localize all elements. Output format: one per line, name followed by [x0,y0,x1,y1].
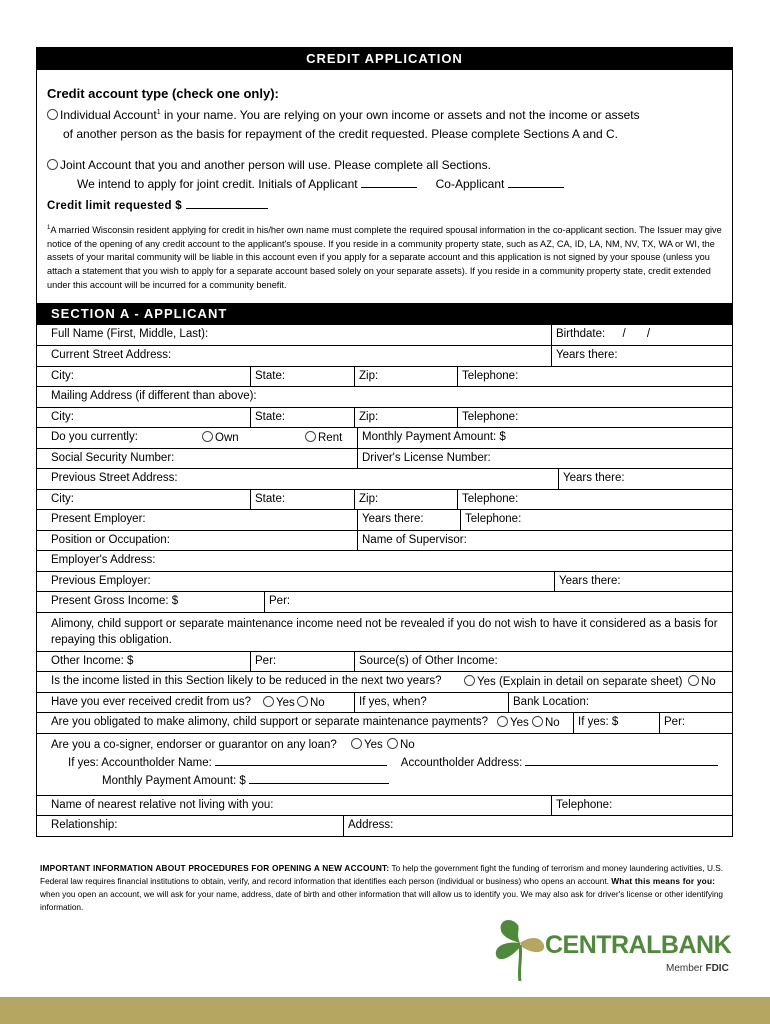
previous-state-field[interactable]: State: [250,490,354,510]
spousal-footnote [47,222,722,293]
reduction-yes-label: Yes (Explain in detail on separate sheet) [477,676,683,689]
cosigner-payment-label: Monthly Payment Amount: $ [102,774,246,787]
footer-bar [0,997,770,1024]
obligated-amount-field[interactable]: If yes: $ [573,713,659,733]
housing-label: Do you currently: [51,431,138,444]
important-notice [40,862,730,914]
other-income-field[interactable]: Other Income: $ [51,654,134,667]
obligated-question [37,713,573,733]
table-row [37,571,732,592]
joint-radio[interactable] [47,159,58,170]
birthdate-label: Birthdate: [556,327,606,340]
reduction-yes-option[interactable] [464,675,682,688]
current-street-field[interactable]: Current Street Address: [51,349,172,362]
credit-limit-line [47,197,722,216]
housing-status [37,428,357,448]
individual-desc-cont: of another person as the basis for repayment of the credit requested. Please complete Sections A and C. [63,127,618,141]
cosigner-label: Are you a co-signer, endorser or guarantor on any loan? [51,738,337,751]
reduction-no-label: No [701,676,716,689]
table-row [37,407,732,428]
section-a-table [37,325,732,836]
reduction-no-radio[interactable] [688,675,699,686]
income-reduction-question [37,672,732,692]
birthdate-slash: / [622,327,626,340]
full-name-field[interactable]: Full Name (First, Middle, Last): [51,327,209,340]
obligated-per-field[interactable]: Per: [659,713,732,733]
obligated-yes-radio[interactable] [497,716,508,727]
previous-years-field[interactable]: Years there: [558,469,732,489]
cosigner-no-label: No [400,738,415,751]
mailing-zip-field[interactable]: Zip: [354,408,457,428]
other-income-per-field[interactable]: Per: [250,652,354,672]
table-row [37,325,732,346]
footnote-marker: 1 [156,109,161,116]
rent-option[interactable] [305,431,342,444]
previous-employer-field[interactable]: Previous Employer: [51,574,151,587]
credit-no-label: No [310,696,325,709]
table-row [37,591,732,612]
what-this-means-label: What this means for you: [611,876,716,886]
previous-city-field[interactable]: City: [51,492,74,505]
city-field[interactable]: City: [51,369,74,382]
mailing-state-field[interactable]: State: [250,408,354,428]
ssn-field[interactable]: Social Security Number: [51,451,175,464]
credit-yes-radio[interactable] [263,696,274,707]
accountholder-address-field[interactable] [525,754,718,766]
cosigner-no-radio[interactable] [387,738,398,749]
prev-employer-years-field[interactable]: Years there: [554,572,732,592]
gross-income-per-field[interactable]: Per: [264,592,732,612]
member-label: Member [666,963,703,974]
zip-field[interactable]: Zip: [354,367,457,387]
joint-label: Joint Account that you and another person will use. Please complete all Sections. [60,158,491,172]
birthdate-field[interactable] [551,325,732,346]
applicant-initials-label: We intend to apply for joint credit. Initials of Applicant [77,177,358,191]
account-type-heading: Credit account type (check one only): [47,86,279,101]
rent-label: Rent [318,432,343,445]
table-row [37,712,732,733]
credit-no-radio[interactable] [297,696,308,707]
cosigner-block [37,734,732,795]
coapplicant-initials-label: Co-Applicant [435,177,505,191]
accountholder-name-label: If yes: Accountholder Name: [68,756,212,769]
table-row [37,345,732,366]
cosigner-no-option[interactable] [387,737,415,754]
supervisor-field[interactable]: Name of Supervisor: [357,531,732,551]
individual-account-option[interactable] [47,103,722,125]
account-type-section [37,70,732,303]
footnote-number: 1 [47,225,51,231]
bank-name: CENTRALBANK [545,931,732,959]
coapplicant-initials-field[interactable] [508,176,564,188]
table-row [37,386,732,407]
what-this-means-text: when you open an account, we will ask for your name, address, date of birth and other information that will allow us to identify you. We may also ask for driver's license or other identifying information. [40,889,724,912]
obligated-yes-label: Yes [510,717,529,730]
joint-account-option[interactable] [47,156,722,175]
credit-no-option[interactable] [297,696,325,709]
position-field[interactable]: Position or Occupation: [51,533,170,546]
telephone-field[interactable]: Telephone: [457,367,732,387]
form-frame [36,47,733,837]
rent-radio[interactable] [305,431,316,442]
table-row [37,468,732,489]
credit-yes-label: Yes [276,696,295,709]
obligated-label: Are you obligated to make alimony, child support or separate maintenance payments? [51,716,489,729]
credit-limit-label: Credit limit requested $ [47,200,183,212]
received-credit-label: Have you ever received credit from us? [51,695,252,708]
individual-label: Individual Account [60,108,157,122]
obligated-no-option[interactable] [532,716,560,729]
birthdate-slash: / [646,327,651,340]
drivers-license-field[interactable]: Driver's License Number: [357,449,732,469]
table-row [37,795,732,816]
credit-application-form [36,47,733,837]
nearest-relative-field[interactable]: Name of nearest relative not living with you: [51,798,274,811]
central-bank-logo [490,915,740,983]
important-label: IMPORTANT INFORMATION ABOUT PROCEDURES FOR OPENING A NEW ACCOUNT: [40,863,390,873]
alimony-notice: Alimony, child support or separate maintenance income need not be revealed if you do not wish to have it considered as a basis for repaying this obligation. [51,617,718,646]
income-sources-field[interactable]: Source(s) of Other Income: [354,652,732,672]
table-row [37,366,732,387]
table-row [37,692,732,713]
relationship-field[interactable]: Relationship: [51,819,118,832]
cosigner-yes-option[interactable] [351,737,383,754]
previous-zip-field[interactable]: Zip: [354,490,457,510]
table-row [37,530,732,551]
table-row [37,815,732,836]
obligated-no-radio[interactable] [532,716,543,727]
present-employer-field[interactable]: Present Employer: [51,513,146,526]
table-row [37,448,732,469]
accountholder-line [51,754,732,772]
credit-when-field[interactable]: If yes, when? [354,693,508,713]
table-row [37,671,732,692]
obligated-no-label: No [545,717,560,730]
form-title: CREDIT APPLICATION [37,48,732,70]
table-row [37,733,732,795]
credit-yes-option[interactable] [263,696,295,709]
bank-location-field[interactable]: Bank Location: [508,693,732,713]
monthly-payment-field[interactable]: Monthly Payment Amount: $ [357,428,732,448]
mailing-city-field[interactable]: City: [51,410,74,423]
section-a-title: SECTION A - APPLICANT [37,303,732,325]
employer-telephone-field[interactable]: Telephone: [460,510,732,530]
obligated-yes-option[interactable] [497,716,529,729]
reduction-no-option[interactable] [688,675,716,688]
table-row [37,509,732,530]
income-reduction-label: Is the income listed in this Section likely to be reduced in the next two years? [51,675,442,688]
received-credit-question [37,693,354,713]
accountholder-name-field[interactable] [215,754,387,766]
important-text: To help the government fight the funding of terrorism and money laundering activities, U.S. Federal law requires financial institutions to obtain, verify, and record information that identifies each person (individual or business) who opens an account. [40,863,724,886]
footnote-text: A married Wisconsin resident applying for credit in his/her own name must complete the required spousal information in the co-applicant section. The Issuer may give notice of the opening of any credit account to the applicant's spouse. If you reside in a community property state, such as AZ, CA, ID, LA, NM, NV, TX, WA or WI, the assets of your marital community will be liable in this account even if you apply for a separate account and this application is not signed by your spouse (unless you attach a statement that you wish to apply for a separate account based solely on your separate assets). If you reside in a community property state, credit extended under this account will be incurred for a community benefit. [47,225,722,290]
cosigner-question [51,737,732,754]
member-fdic [666,963,729,974]
accountholder-address-label: Accountholder Address: [400,756,523,769]
applicant-initials-field[interactable] [361,176,417,188]
gross-income-field[interactable]: Present Gross Income: $ [51,595,179,608]
individual-radio[interactable] [47,109,58,120]
cosigner-payment-line [51,772,732,790]
own-label: Own [215,432,239,445]
table-row [37,550,732,571]
own-radio[interactable] [202,431,213,442]
own-option[interactable] [202,431,239,444]
relative-address-field[interactable]: Address: [343,816,732,836]
reduction-yes-radio[interactable] [464,675,475,686]
previous-street-field[interactable]: Previous Street Address: [51,472,178,485]
credit-limit-field[interactable] [186,197,268,209]
cosigner-yes-label: Yes [364,738,383,751]
table-row [37,489,732,510]
employer-address-field[interactable]: Employer's Address: [51,554,156,567]
individual-desc: in your name. You are relying on your own income or assets and not the income or assets [160,108,640,122]
mailing-address-field[interactable]: Mailing Address (if different than above): [51,390,257,403]
mailing-telephone-field[interactable]: Telephone: [457,408,732,428]
table-row [37,612,732,651]
employer-years-field[interactable]: Years there: [357,510,460,530]
shamrock-icon [490,915,550,983]
cosigner-yes-radio[interactable] [351,738,362,749]
years-there-field[interactable]: Years there: [551,346,732,366]
table-row [37,427,732,448]
cosigner-payment-field[interactable] [249,772,389,784]
state-field[interactable]: State: [250,367,354,387]
joint-initials-line [47,175,722,194]
relative-telephone-field[interactable]: Telephone: [551,796,732,816]
previous-telephone-field[interactable]: Telephone: [457,490,732,510]
fdic-label: FDIC [705,963,729,974]
table-row [37,651,732,672]
